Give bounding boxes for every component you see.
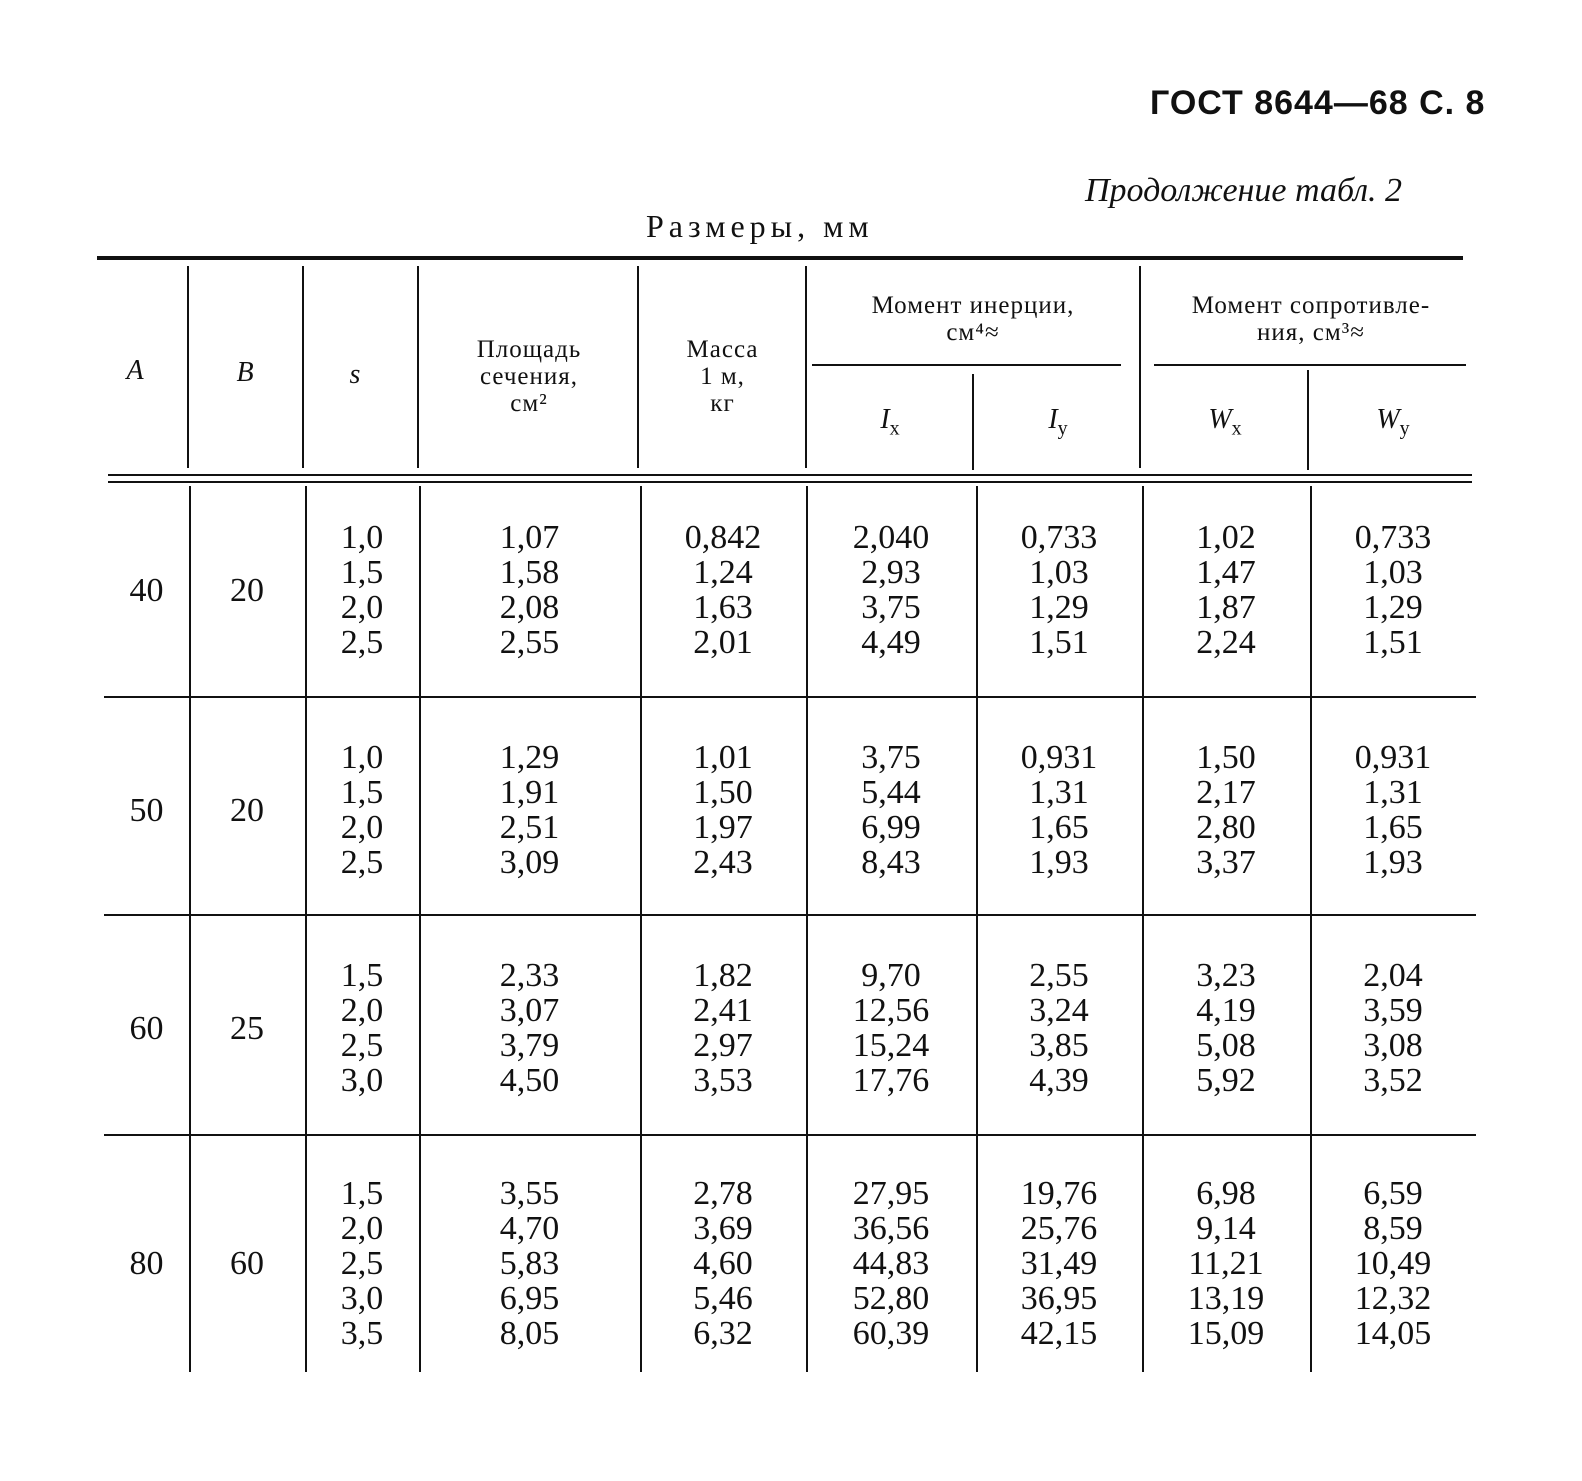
table-value: 2,80 — [1196, 809, 1256, 846]
group-separator — [104, 1134, 1476, 1136]
cell-area — [419, 740, 640, 880]
cell-Wy — [1310, 740, 1476, 880]
table-value: 3,75 — [861, 589, 921, 626]
table-value: 1,5 — [340, 1175, 384, 1212]
cell-s — [305, 520, 419, 660]
table-value: 3,59 — [1363, 992, 1423, 1029]
table-value: 3,07 — [499, 992, 560, 1029]
table-value: 12,32 — [1354, 1280, 1432, 1317]
table-value: 1,65 — [1363, 809, 1423, 846]
table-value: 1,50 — [1196, 739, 1256, 776]
table-value: 1,51 — [1029, 624, 1089, 661]
body-divider — [189, 486, 191, 1372]
column-header-Wy: $W_y$ — [1376, 404, 1410, 440]
table-value: 2,04 — [1363, 957, 1423, 994]
table-value: 1,5 — [340, 554, 384, 591]
table-value: 42,15 — [1020, 1315, 1098, 1352]
header-separator-rule-2 — [108, 481, 1472, 483]
table-value: 1,63 — [693, 589, 753, 626]
table-value: 1,93 — [1363, 844, 1423, 881]
cell-mass — [640, 520, 806, 660]
table-value: 3,23 — [1196, 957, 1256, 994]
table-value: 3,55 — [499, 1175, 560, 1212]
table-value: 1,58 — [499, 554, 560, 591]
table-value: 4,50 — [499, 1062, 560, 1099]
table-value: 2,43 — [693, 844, 753, 881]
table-value: 2,24 — [1196, 624, 1256, 661]
cell-Ix — [806, 1176, 976, 1351]
column-header-Ix: $I_x$ — [880, 404, 900, 440]
table-value: 3,09 — [499, 844, 560, 881]
cell-A: 60 — [129, 1009, 164, 1047]
column-header-B: B — [236, 357, 254, 388]
table-value: 2,040 — [852, 519, 930, 556]
cell-s — [305, 958, 419, 1098]
table-value: 5,92 — [1196, 1062, 1256, 1099]
cell-B: 20 — [230, 571, 264, 609]
table-value: 13,19 — [1187, 1280, 1265, 1317]
column-header-A: A — [126, 355, 144, 386]
cell-Iy — [976, 740, 1142, 880]
table-value: 4,19 — [1196, 992, 1256, 1029]
header-divider — [302, 266, 304, 468]
table-value: 6,59 — [1363, 1175, 1423, 1212]
table-value: 4,39 — [1029, 1062, 1089, 1099]
table-value: 1,51 — [1363, 624, 1423, 661]
table-value: 17,76 — [852, 1062, 930, 1099]
cell-Iy — [976, 1176, 1142, 1351]
table-value: 3,85 — [1029, 1027, 1089, 1064]
table-value: 5,83 — [499, 1245, 560, 1282]
table-value: 3,0 — [340, 1280, 384, 1317]
table-value: 1,50 — [693, 774, 753, 811]
table-value: 6,98 — [1196, 1175, 1256, 1212]
cell-area — [419, 1176, 640, 1351]
table-value: 1,29 — [499, 739, 560, 776]
cell-s — [305, 740, 419, 880]
table-value: 0,931 — [1354, 739, 1432, 776]
table-value: 8,59 — [1363, 1210, 1423, 1247]
table-value: 1,29 — [1363, 589, 1423, 626]
cell-Ix — [806, 740, 976, 880]
column-header-Wx: $W_x$ — [1208, 404, 1242, 440]
cell-B: 25 — [230, 1009, 264, 1047]
table-value: 2,08 — [499, 589, 560, 626]
cell-Wx — [1142, 520, 1310, 660]
column-header-Iy: $I_y$ — [1048, 404, 1068, 440]
table-value: 1,87 — [1196, 589, 1256, 626]
table-value: 12,56 — [852, 992, 930, 1029]
column-header-moment-resistance: Момент сопротивле- ния, см³≈ — [1191, 292, 1431, 346]
table-value: 2,55 — [499, 624, 560, 661]
table-value: 5,46 — [693, 1280, 753, 1317]
cell-mass — [640, 958, 806, 1098]
cell-Wx — [1142, 958, 1310, 1098]
table-value: 1,0 — [340, 739, 384, 776]
table-value: 0,733 — [1020, 519, 1098, 556]
table-value: 2,17 — [1196, 774, 1256, 811]
cell-Wx — [1142, 1176, 1310, 1351]
table-value: 6,99 — [861, 809, 921, 846]
table-value: 2,5 — [340, 624, 384, 661]
table-value: 27,95 — [852, 1175, 930, 1212]
table-value: 14,05 — [1354, 1315, 1432, 1352]
table-value: 2,33 — [499, 957, 560, 994]
table-value: 2,0 — [340, 809, 384, 846]
table-value: 6,32 — [693, 1315, 753, 1352]
table-value: 1,93 — [1029, 844, 1089, 881]
header-divider — [187, 266, 189, 468]
table-value: 6,95 — [499, 1280, 560, 1317]
table-value: 1,03 — [1029, 554, 1089, 591]
table-value: 1,47 — [1196, 554, 1256, 591]
cell-Wy — [1310, 520, 1476, 660]
table-value: 2,5 — [340, 1245, 384, 1282]
column-header-moment-inertia: Момент инерции, см⁴≈ — [871, 292, 1075, 346]
cell-area — [419, 520, 640, 660]
table-value: 2,78 — [693, 1175, 753, 1212]
table-value: 1,0 — [340, 519, 384, 556]
table-value: 9,70 — [861, 957, 921, 994]
table-value: 15,09 — [1187, 1315, 1265, 1352]
cell-A: 50 — [129, 791, 164, 829]
table-value: 1,07 — [499, 519, 560, 556]
cell-s — [305, 1176, 419, 1351]
column-header-mass: Масса 1 м, кг — [686, 336, 759, 417]
table-value: 2,5 — [340, 1027, 384, 1064]
table-value: 2,5 — [340, 844, 384, 881]
table-value: 44,83 — [852, 1245, 930, 1282]
table-top-rule — [97, 256, 1463, 260]
table-value: 1,31 — [1363, 774, 1423, 811]
table-value: 0,931 — [1020, 739, 1098, 776]
table-value: 31,49 — [1020, 1245, 1098, 1282]
table-value: 1,97 — [693, 809, 753, 846]
table-value: 4,60 — [693, 1245, 753, 1282]
table-value: 0,733 — [1354, 519, 1432, 556]
table-value: 2,0 — [340, 589, 384, 626]
table-value: 3,79 — [499, 1027, 560, 1064]
table-value: 3,53 — [693, 1062, 753, 1099]
table-value: 1,29 — [1029, 589, 1089, 626]
table-title: Размеры, мм — [646, 208, 874, 244]
resistance-subheader-rule — [1154, 364, 1466, 366]
table-value: 25,76 — [1020, 1210, 1098, 1247]
table-value: 3,52 — [1363, 1062, 1423, 1099]
table-value: 2,41 — [693, 992, 753, 1029]
table-value: 2,93 — [861, 554, 921, 591]
table-value: 2,01 — [693, 624, 753, 661]
table-value: 2,55 — [1029, 957, 1089, 994]
table-value: 3,75 — [861, 739, 921, 776]
table-value: 15,24 — [852, 1027, 930, 1064]
cell-area — [419, 958, 640, 1098]
cell-mass — [640, 740, 806, 880]
table-value: 1,5 — [340, 957, 384, 994]
column-header-area: Площадь сечения, см² — [476, 336, 582, 417]
inertia-subheader-rule — [812, 364, 1121, 366]
table-value: 1,91 — [499, 774, 560, 811]
table-value: 3,24 — [1029, 992, 1089, 1029]
table-value: 52,80 — [852, 1280, 930, 1317]
table-value: 60,39 — [852, 1315, 930, 1352]
table-value: 9,14 — [1196, 1210, 1256, 1247]
table-value: 11,21 — [1188, 1245, 1264, 1282]
header-divider — [972, 374, 974, 470]
header-divider — [417, 266, 419, 468]
table-value: 1,24 — [693, 554, 753, 591]
header-separator-rule-1 — [108, 474, 1472, 476]
cell-Ix — [806, 958, 976, 1098]
table-value: 1,5 — [340, 774, 384, 811]
cell-Wx — [1142, 740, 1310, 880]
table-value: 4,70 — [499, 1210, 560, 1247]
table-value: 3,5 — [340, 1315, 384, 1352]
table-value: 1,02 — [1196, 519, 1256, 556]
document-code: ГОСТ 8644—68 С. 8 — [1150, 84, 1486, 122]
table-value: 36,95 — [1020, 1280, 1098, 1317]
cell-Iy — [976, 520, 1142, 660]
table-value: 5,08 — [1196, 1027, 1256, 1064]
table-continuation-label: Продолжение табл. 2 — [1085, 172, 1403, 209]
column-header-s: s — [349, 359, 361, 390]
group-separator — [104, 696, 1476, 698]
table-value: 4,49 — [861, 624, 921, 661]
table-value: 3,0 — [340, 1062, 384, 1099]
table-value: 3,69 — [693, 1210, 753, 1247]
cell-Iy — [976, 958, 1142, 1098]
cell-B: 20 — [230, 791, 264, 829]
header-divider — [805, 266, 807, 468]
table-value: 2,0 — [340, 992, 384, 1029]
cell-B: 60 — [230, 1245, 264, 1282]
cell-Ix — [806, 520, 976, 660]
table-value: 1,82 — [693, 957, 753, 994]
table-value: 2,51 — [499, 809, 560, 846]
table-value: 19,76 — [1020, 1175, 1098, 1212]
table-value: 8,05 — [499, 1315, 560, 1352]
cell-A: 80 — [129, 1245, 164, 1282]
table-value: 3,08 — [1363, 1027, 1423, 1064]
table-value: 5,44 — [861, 774, 921, 811]
group-separator — [104, 914, 1476, 916]
cell-A: 40 — [129, 571, 164, 609]
table-value: 1,31 — [1029, 774, 1089, 811]
table-value: 2,97 — [693, 1027, 753, 1064]
cell-Wy — [1310, 1176, 1476, 1351]
table-value: 8,43 — [861, 844, 921, 881]
table-value: 2,0 — [340, 1210, 384, 1247]
table-value: 1,03 — [1363, 554, 1423, 591]
table-value: 3,37 — [1196, 844, 1256, 881]
table-value: 0,842 — [684, 519, 762, 556]
table-value: 10,49 — [1354, 1245, 1432, 1282]
table-value: 1,65 — [1029, 809, 1089, 846]
table-value: 36,56 — [852, 1210, 930, 1247]
cell-Wy — [1310, 958, 1476, 1098]
table-value: 1,01 — [693, 739, 753, 776]
cell-mass — [640, 1176, 806, 1351]
